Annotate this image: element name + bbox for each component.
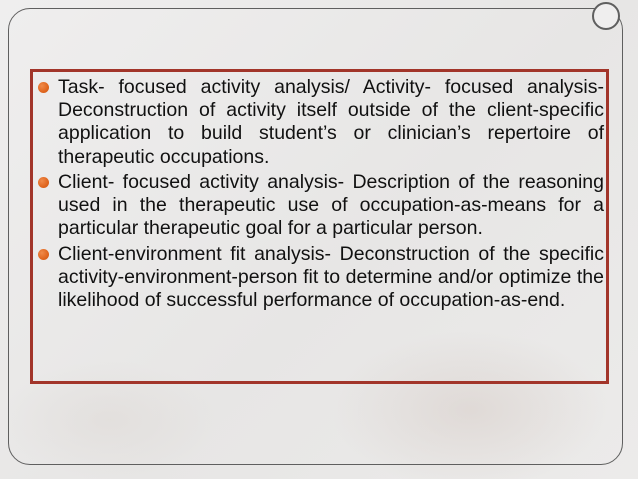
corner-circle-icon <box>592 2 620 30</box>
circle-bullet-icon <box>38 82 49 93</box>
bullet-list <box>36 76 604 315</box>
bullet-item-client-environment-fit <box>36 243 604 313</box>
bullet-item-task-focused <box>36 76 604 169</box>
bullet-item-client-focused <box>36 171 604 241</box>
bullet-text: Client-environment fit analysis- Deconstruction of the specific activity-environment-person fit to determine and/or optimize the likelihood of successful performance of occupation-as-end. <box>58 242 604 312</box>
bullet-text: Client- focused activity analysis- Description of the reasoning used in the therapeutic use of occupation-as-means for a particular therapeutic goal for a particular person. <box>58 171 604 240</box>
bullet-text: Task- focused activity analysis/ Activity- focused analysis- Deconstruction of activity itself outside of the client-specific application to build student’s or clinician’s repertoire of therapeutic occupations. <box>58 76 604 168</box>
circle-bullet-icon <box>38 249 49 260</box>
circle-bullet-icon <box>38 177 49 188</box>
